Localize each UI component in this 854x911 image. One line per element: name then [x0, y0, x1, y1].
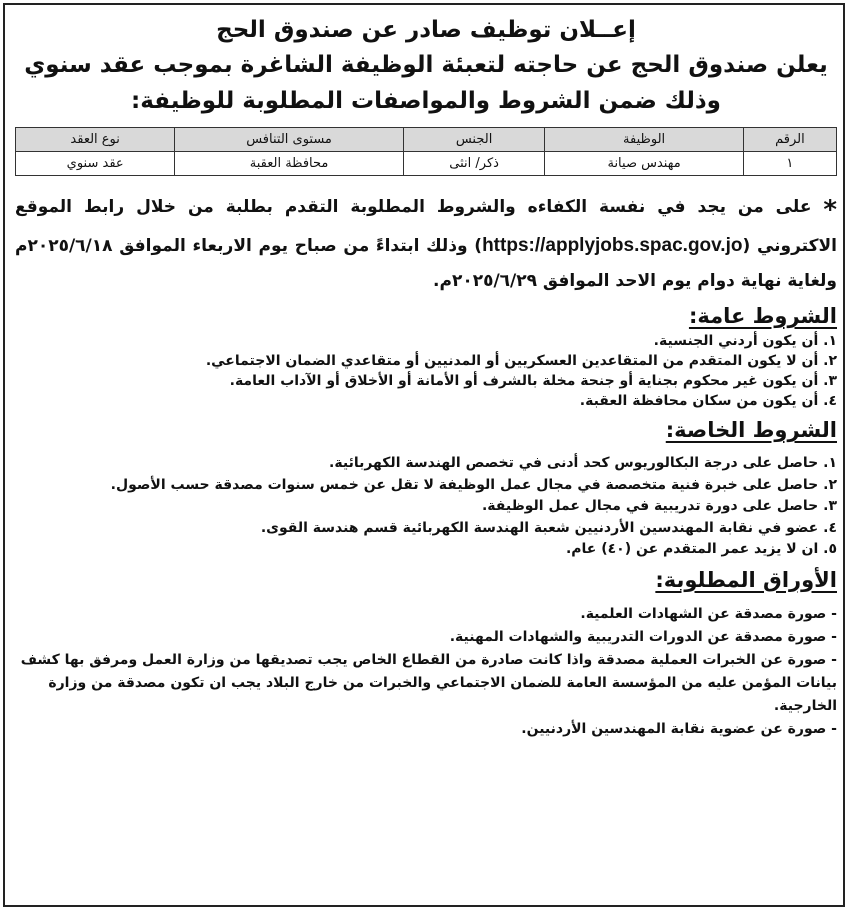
list-item: ٥. ان لا يزيد عمر المتقدم عن (٤٠) عام.: [565, 541, 837, 557]
list-item: ١. أن يكون أردني الجنسية.: [653, 333, 837, 349]
cell-contract-type: عقد سنوي: [16, 152, 175, 176]
header-note: وذلك ضمن الشروط والمواصفات المطلوبة للوظيفة:: [131, 88, 721, 114]
list-item: ١. حاصل على درجة البكالوريوس كحد أدنى في تخصص الهندسة الكهربائية.: [329, 455, 837, 471]
required-documents-section: [15, 565, 837, 741]
cell-gender: ذكر/ انثى: [403, 152, 545, 176]
list-item: - صورة مصدقة عن الدورات التدريبية والشهادات المهنية.: [449, 628, 837, 645]
announcement-frame: [3, 3, 845, 907]
list-item: ٣. أن يكون غير محكوم بجناية أو جنحة مخلة بالشرف أو الأمانة أو الأخلاق أو الآداب العامة.: [229, 373, 837, 389]
list-item: ٤. عضو في نقابة المهندسين الأردنيين شعبة الهندسة الكهربائية قسم هندسة القوى.: [260, 519, 837, 536]
general-conditions-section: [15, 301, 837, 411]
column-header-gender: الجنس: [403, 128, 545, 152]
asterisk-mark: *: [823, 195, 837, 225]
special-conditions-section: [15, 415, 837, 561]
announcement-header: [15, 13, 837, 119]
column-header-number: الرقم: [743, 128, 836, 152]
header-subtitle: يعلن صندوق الحج عن حاجته لتعبئة الوظيفة الشاغرة بموجب عقد سنوي: [24, 52, 828, 78]
instructions-text-end: ) وذلك ابتداءً من صباح يوم الاربعاء الموافق ٢٠٢٥/٦/١٨م ولغاية نهاية دوام يوم الاحد الموافق ٢٠٢٥/٦/٢٩م.: [15, 236, 837, 291]
cell-competition-level: محافظة العقبة: [175, 152, 404, 176]
column-header-competition-level: مستوى التنافس: [175, 128, 404, 152]
general-conditions-title: الشروط عامة:: [688, 304, 837, 328]
application-link[interactable]: https://applyjobs.spac.gov.jo: [482, 235, 743, 256]
list-item: ٣. حاصل على دورة تدريبية في مجال عمل الوظيفة.: [481, 498, 837, 514]
list-item: - صورة عن الخبرات العملية مصدقة واذا كانت صادرة من القطاع الخاص يجب تصديقها من وزارة العمل ومرفق بها كشف بيانات المؤمن عليه من المؤسسة العامة للضمان الاجتماعي والخبرات من خارج البلاد يجب ان تكون مصدقة من وزارة الخارجية.: [20, 651, 837, 714]
column-header-job: الوظيفة: [545, 128, 743, 152]
cell-job: مهندس صيانة: [545, 152, 743, 176]
required-documents-title: الأوراق المطلوبة:: [655, 567, 837, 592]
list-item: - صورة عن عضوية نقابة المهندسين الأردنيين.: [521, 720, 837, 737]
instructions-text-start: على من يجد في نفسة الكفاءه والشروط المطلوبة التقدم بطلبة من خلال رابط الموقع الاكتروني (: [15, 197, 837, 256]
table-row: [16, 152, 837, 176]
announcement-body: [15, 13, 837, 741]
list-item: ٢. أن لا يكون المتقدم من المتقاعدين العسكريين أو المدنيين أو متقاعدي الضمان الاجتماعي.: [205, 353, 837, 369]
special-conditions-title: الشروط الخاصة:: [665, 418, 837, 442]
header-title: إعــلان توظيف صادر عن صندوق الحج: [216, 17, 636, 43]
application-instructions: [15, 190, 837, 299]
column-header-contract-type: نوع العقد: [16, 128, 175, 152]
job-table: [15, 127, 837, 176]
list-item: ٤. أن يكون من سكان محافظة العقبة.: [579, 393, 837, 409]
cell-number: ١: [743, 152, 836, 176]
list-item: ٢. حاصل على خبرة فنية متخصصة في مجال عمل الوظيفة لا تقل عن خمس سنوات مصدقة حسب الأصول.: [110, 476, 837, 493]
table-header-row: [16, 128, 837, 152]
list-item: - صورة مصدقة عن الشهادات العلمية.: [580, 605, 837, 622]
